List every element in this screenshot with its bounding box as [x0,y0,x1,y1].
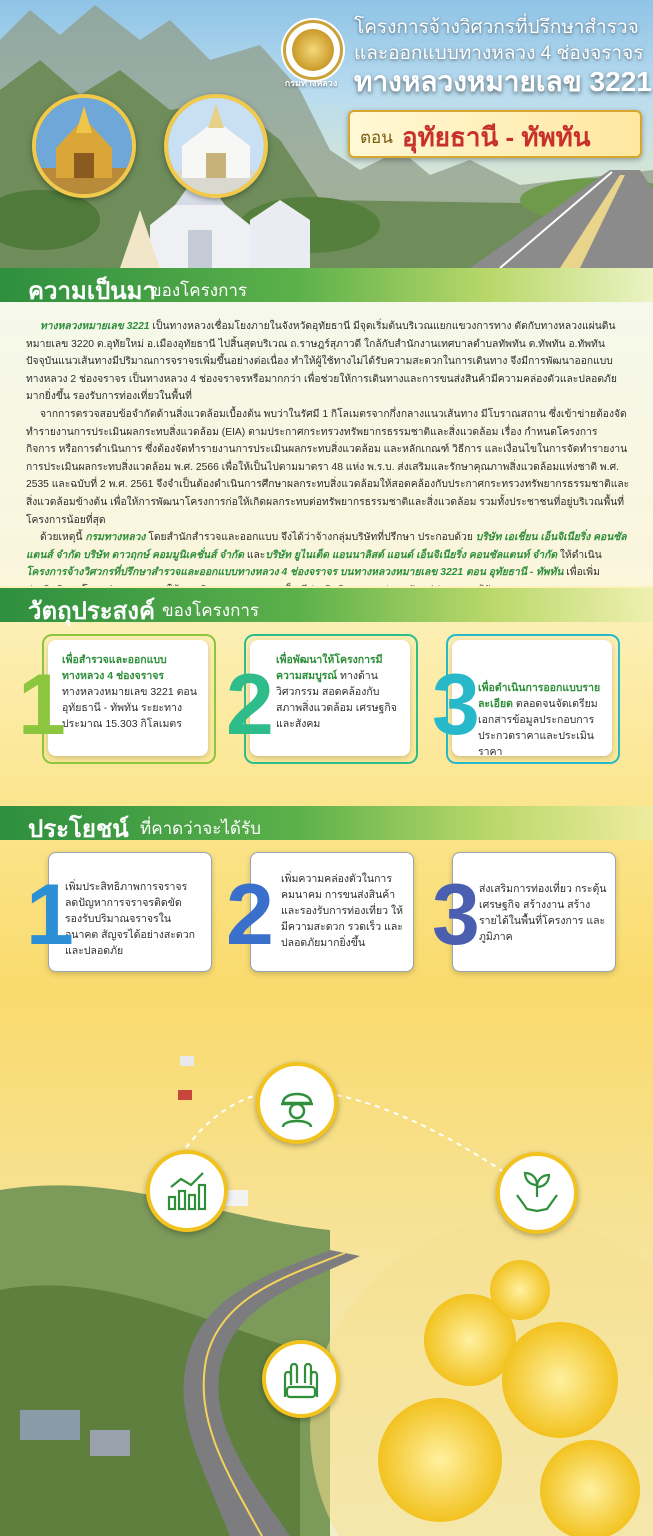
benefit-card-2 [250,852,414,972]
p3-d: บริษัท เอเชี่ยน เอ็นจิเนียริ่ง คอนซัลแตนส์ จำกัด บริษัท ดาวฤกษ์ คอมมูนิเคชั่นส์ จำกัด [26,532,627,561]
bottom-illustration [0,990,653,1536]
p3-h: โครงการจ้างวิศวกรที่ปรึกษาสำรวจและออกแบบทางหลวง 4 ช่องจราจร บนทางหลวงหมายเลข 3221 ตอน อุทัยธานี - ทัพทัน [26,567,564,579]
history-paragraph-1 [26,318,630,406]
growth-chart-icon [146,1150,228,1232]
benefit-1-text: เพิ่มประสิทธิภาพการจราจร ลดปัญหาการจราจรติดขัด รองรับปริมาณจราจรในอนาคต สัญจรได้อย่างสะดวกและปลอดภัย [65,881,195,957]
section-banner [348,110,642,158]
objective-3-highlight: เพื่อดำเนินการออกแบบรายละเอียด [478,682,601,710]
community-hands-icon [262,1340,340,1418]
benefit-2-text: เพิ่มความคล่องตัวในการคมนาคม การขนส่งสินค้า และรองรับการท่องเที่ยว ให้มีความสะดวก รวดเร็ว และปลอดภัยมากยิ่งขึ้น [281,873,403,949]
history-paragraph-2: จากการตรวจสอบข้อจำกัดด้านสิ่งแวดล้อมเบื้องต้น พบว่าในรัศมี 1 กิโลเมตรจากกึ่งกลางแนวเส้นทาง มีโบราณสถาน ซึ่งเข้าข่ายต้องจัดทำรายงานการประเมินผลกระทบสิ่งแวดล้อม (EIA) ตามประกาศกระทรวงทรัพยากรธรรมชาติและสิ่งแวดล้อม เรื่อง กำหนดโครงการ กิจการ หรือการดำเนินการ ซึ่งต้องจัดทำรายงานการประเมินผลกระทบสิ่งแวดล้อม และหลักเกณฑ์ วิธีการ และเงื่อนไขในการจัดทำรายงานการประเมินผลกระทบสิ่งแวดล้อม พ.ศ. 2566 เพื่อให้เป็นไปตามมาตรา 48 แห่ง พ.ร.บ. ส่งเสริมและรักษาคุณภาพสิ่งแวดล้อมแห่งชาติ พ.ศ. 2535 และฉบับที่ 2 พ.ศ. 2561 จึงจำเป็นต้องดำเนินการศึกษาผลกระทบสิ่งแวดล้อมให้สอดคล้องกับประกาศกระทรวงทรัพยากรธรรมชาติและสิ่งแวดล้อมข้างต้น เพื่อให้การพัฒนาโครงการก่อให้เกิดผลกระทบต่อทรัพยากรธรรมชาติและสิ่งแวดล้อม รวมทั้งประชาชนที่อยู่บริเวณพื้นที่โครงการน้อยที่สุด [26,408,630,526]
section-name: อุทัยธานี - ทัพทัน [402,122,591,152]
objectives-heading-light: ของโครงการ [162,601,260,620]
objective-2-highlight: เพื่อพัฒนาให้โครงการมีความสมบูรณ์ [276,654,383,682]
objective-1-text [62,652,202,732]
golden-temple-photo [32,94,136,198]
objectives-heading-bar [0,588,653,625]
objective-3-text [478,680,606,760]
objective-1-highlight: เพื่อสำรวจและออกแบบทางหลวง 4 ช่องจราจร [62,654,167,682]
p3-b: กรมทางหลวง [85,532,146,544]
objective-1-rest: ทางหลวงหมายเลข 3221 ตอน อุทัยธานี - ทัพทัน ระยะทางประมาณ 15.303 กิโลเมตร [62,686,197,730]
p3-i: เพื่อเพิ่ม [566,567,600,579]
p3-c: โดยสำนักสำรวจและออกแบบ จึงได้ว่าจ้างกลุ่มบริษัทที่ปรึกษา ประกอบด้วย [145,532,476,544]
plant-hands-icon [496,1152,578,1234]
white-temple-photo [164,94,268,198]
project-title-line2: และออกแบบทางหลวง 4 ช่องจราจร [354,43,644,64]
department-of-highways-logo [283,20,343,80]
p3-g: ให้ดำเนิน [557,549,602,561]
objective-card-1 [48,640,208,756]
objective-2-rest: ทางด้านวิศวกรรม สอดคล้องกับสภาพสิ่งแวดล้อม เศรษฐกิจและสังคม [276,670,397,730]
history-text [26,318,630,600]
objective-card-2 [250,640,410,756]
history-p1-text: เป็นทางหลวงเชื่อมโยงภายในจังหวัดอุทัยธานี มีจุดเริ่มต้นบริเวณแยกแขวงการทาง ตัดกับทางหลวงแผ่นดินหมายเลข 3220 ต.อุทัยใหม่ อ.เมืองอุทัยธานี ไปสิ้นสุดบริเวณ ถ.ราษฎร์สุภาวดี ใกล้กับสำนักงานเทศบาลตำบลทัพทัน ต.ทัพทัน อ.ทัพทัน ปัจจุบันแนวเส้นทางมีปริมาณการจราจรเพิ่มขึ้นอย่างต่อเนื่อง ทำให้ผู้ใช้ทางไม่ได้รับความสะดวกในการเดินทาง จึงมีการพัฒนาออกแบบทางหลวง 2 ช่องจราจร เป็นทางหลวง 4 ช่องจราจรหรือมากกว่า เพื่อช่วยให้การเดินทางและการขนส่งสินค้ามีความคล่องตัวและปลอดภัยมากยิ่งขึ้น รองรับการท่องเที่ยวในพื้นที่ [26,321,617,403]
benefit-3-text: ส่งเสริมการท่องเที่ยว กระตุ้นเศรษฐกิจ สร้างงาน สร้างรายได้ในพื้นที่โครงการ และภูมิภาค [479,883,607,943]
benefit-number-2: 2 [226,867,274,963]
section-prefix: ตอน [360,128,393,147]
hero-banner [0,0,653,268]
objective-number-2: 2 [226,657,274,753]
benefit-number-3: 3 [432,867,480,963]
p3-a: ด้วยเหตุนี้ [40,532,86,544]
project-title-line1: โครงการจ้างวิศวกรที่ปรึกษาสำรวจ [354,17,639,38]
history-heading-bar [0,268,653,305]
benefits-heading-strong: ประโยชน์ [28,816,129,843]
benefit-number-1: 1 [26,867,74,963]
objective-2-text [276,652,404,732]
objectives-heading-strong: วัตถุประสงค์ [28,598,156,625]
highway-number-title: ทางหลวงหมายเลข 3221 [354,66,652,97]
history-heading-light: ของโครงการ [150,281,248,300]
benefits-heading-bar [0,806,653,843]
objective-3-rest: ตลอดจนจัดเตรียมเอกสารข้อมูลประกอบการประกวดราคาและประเมินราคา [478,698,598,758]
objective-number-3: 3 [432,657,480,753]
engineer-icon [256,1062,338,1144]
logo-caption: กรมทางหลวง [284,78,338,88]
p3-e: และ [243,549,266,561]
highway-name-highlight: ทางหลวงหมายเลข 3221 [40,321,150,332]
p3-f: บริษัท ยูไนเต็ด แอนนาลิสต์ แอนด์ เอ็นจิเนียริ่ง คอนซัลแตนท์ จำกัด [265,549,558,561]
history-heading-strong: ความเป็นมา [28,278,156,305]
road-and-flowers-scene [0,990,653,1536]
objective-number-1: 1 [18,657,66,753]
benefits-heading-light: ที่คาดว่าจะได้รับ [140,819,261,838]
